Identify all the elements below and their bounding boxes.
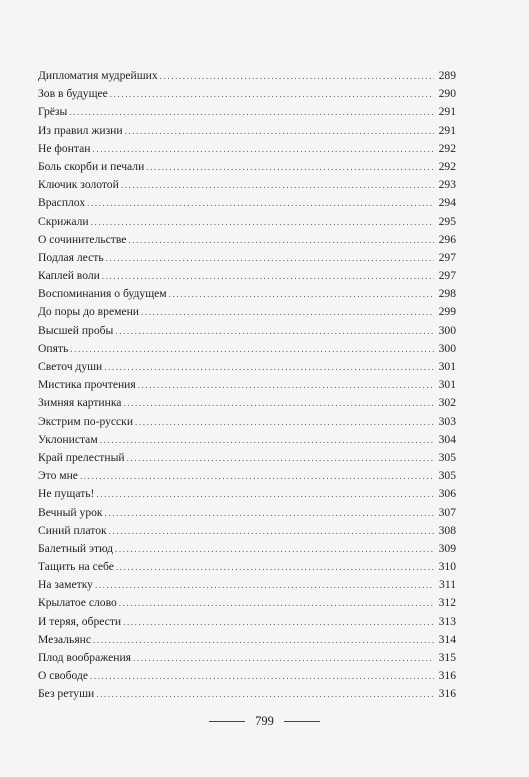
toc-entry-title: Не пущать! (38, 487, 95, 501)
toc-entry-title: Тащить на себе (38, 560, 114, 574)
toc-entry (38, 285, 456, 303)
table-of-contents (38, 67, 456, 704)
toc-entry-page: 294 (438, 196, 456, 210)
toc-dot-leader (90, 667, 434, 685)
toc-dot-leader (96, 485, 434, 503)
toc-dot-leader (80, 467, 434, 485)
toc-entry-page: 314 (438, 632, 456, 646)
toc-entry (38, 322, 456, 340)
toc-dot-leader (104, 358, 434, 376)
toc-entry (38, 631, 456, 649)
toc-entry-page: 301 (438, 360, 456, 373)
folio-left-rule (209, 721, 245, 722)
toc-entry (38, 558, 456, 576)
toc-entry (38, 576, 456, 594)
toc-entry-page: 305 (438, 469, 456, 483)
toc-entry (38, 667, 456, 685)
toc-dot-leader (123, 394, 434, 412)
toc-entry-title: Из правил жизни (38, 123, 123, 137)
toc-entry-page: 310 (438, 560, 456, 574)
toc-entry-title: Это мне (38, 469, 78, 483)
toc-dot-leader (87, 194, 434, 212)
toc-entry-page: 290 (438, 87, 456, 101)
toc-entry-page: 307 (438, 505, 456, 519)
toc-entry (38, 522, 456, 540)
toc-entry-title: Без ретуши (38, 687, 95, 701)
toc-entry (38, 303, 456, 321)
page-footer (0, 711, 529, 731)
toc-entry (38, 67, 456, 85)
toc-entry-page: 296 (438, 232, 456, 246)
toc-dot-leader (119, 594, 434, 612)
toc-dot-leader (70, 340, 434, 358)
toc-entry (38, 613, 456, 631)
toc-entry-page: 292 (438, 159, 456, 173)
toc-dot-leader (125, 122, 434, 140)
toc-entry (38, 176, 456, 194)
toc-entry (38, 376, 456, 394)
toc-entry (38, 594, 456, 612)
toc-entry-page: 301 (438, 378, 456, 392)
toc-entry-title: Мезальянс (38, 632, 92, 646)
toc-entry (38, 431, 456, 449)
toc-entry-page: 289 (438, 69, 456, 82)
toc-dot-leader (127, 449, 434, 467)
toc-entry (38, 122, 456, 140)
toc-entry-title: И теряя, обрести (38, 614, 122, 628)
toc-entry-page: 306 (438, 487, 456, 501)
toc-dot-leader (121, 176, 434, 194)
toc-entry-title: О сочинительстве (38, 232, 127, 246)
toc-entry (38, 158, 456, 176)
toc-dot-leader (169, 285, 434, 303)
toc-entry-page: 293 (438, 178, 456, 192)
toc-entry-title: Зов в будущее (38, 87, 108, 101)
toc-entry-title: Светоч души (38, 360, 103, 373)
toc-entry-title: Высшей пробы (38, 323, 114, 337)
toc-entry-page: 303 (438, 414, 456, 428)
toc-entry-title: Ключик золотой (38, 178, 119, 192)
toc-entry-page: 292 (438, 141, 456, 155)
toc-entry-page: 304 (438, 432, 456, 446)
page-number: 799 (255, 713, 274, 728)
toc-entry-page: 302 (438, 396, 456, 410)
toc-entry-page: 313 (438, 614, 456, 628)
toc-dot-leader (96, 685, 434, 703)
toc-dot-leader (106, 249, 434, 267)
toc-entry-title: Мистика прочтения (38, 378, 136, 392)
toc-dot-leader (115, 322, 434, 340)
toc-entry-page: 291 (438, 105, 456, 119)
toc-entry-page: 316 (438, 669, 456, 683)
toc-entry (38, 231, 456, 249)
toc-entry-title: Плод воображения (38, 651, 131, 664)
toc-dot-leader (128, 231, 434, 249)
toc-entry (38, 85, 456, 103)
toc-dot-leader (105, 504, 434, 522)
toc-entry-title: Воспоминания о будущем (38, 287, 167, 301)
toc-entry (38, 140, 456, 158)
toc-entry-page: 299 (438, 305, 456, 319)
toc-entry-page: 315 (438, 651, 456, 664)
toc-entry-title: Зимняя картинка (38, 396, 122, 410)
toc-entry (38, 249, 456, 267)
toc-entry (38, 449, 456, 467)
toc-dot-leader (160, 67, 434, 85)
toc-entry-title: Опять (38, 341, 69, 355)
toc-dot-leader (100, 431, 434, 449)
toc-entry (38, 504, 456, 522)
toc-entry-title: Подлая лесть (38, 250, 104, 264)
toc-entry-title: Крылатое слово (38, 596, 117, 610)
toc-dot-leader (95, 576, 434, 594)
toc-entry (38, 103, 456, 121)
toc-entry-title: Скрижали (38, 214, 89, 228)
toc-entry-title: Дипломатия мудрейших (38, 69, 158, 82)
toc-entry (38, 213, 456, 231)
toc-dot-leader (93, 140, 435, 158)
toc-entry-page: 312 (438, 596, 456, 610)
toc-entry-page: 300 (438, 323, 456, 337)
toc-entry-page: 316 (438, 687, 456, 701)
toc-entry-page: 300 (438, 341, 456, 355)
toc-dot-leader (138, 376, 434, 394)
toc-entry (38, 467, 456, 485)
toc-entry-page: 297 (438, 269, 456, 283)
toc-dot-leader (93, 631, 434, 649)
toc-entry-title: До поры до времени (38, 305, 139, 319)
toc-entry-title: О свободе (38, 669, 89, 683)
toc-entry-title: Грёзы (38, 105, 68, 119)
toc-entry-page: 308 (438, 523, 456, 537)
toc-dot-leader (110, 85, 434, 103)
toc-entry (38, 649, 456, 667)
toc-dot-leader (141, 303, 434, 321)
toc-entry-page: 297 (438, 250, 456, 264)
toc-entry-page: 291 (438, 123, 456, 137)
toc-dot-leader (135, 413, 434, 431)
toc-dot-leader (133, 649, 434, 667)
toc-entry-title: Врасплох (38, 196, 86, 210)
toc-dot-leader (116, 558, 434, 576)
toc-entry-title: Уклонистам (38, 432, 98, 446)
toc-dot-leader (69, 103, 434, 121)
toc-entry-page: 309 (438, 541, 456, 555)
toc-entry-title: Вечный урок (38, 505, 103, 519)
toc-entry-title: Балетный этюд (38, 541, 114, 555)
toc-entry (38, 194, 456, 212)
toc-dot-leader (123, 613, 434, 631)
toc-entry-page: 295 (438, 214, 456, 228)
toc-entry (38, 540, 456, 558)
toc-entry-title: Край прелестный (38, 450, 125, 464)
toc-entry-page: 298 (438, 287, 456, 301)
toc-dot-leader (115, 540, 434, 558)
toc-dot-leader (91, 213, 434, 231)
toc-entry (38, 685, 456, 703)
toc-entry-title: Синий платок (38, 523, 107, 537)
toc-dot-leader (146, 158, 434, 176)
toc-entry-title: Экстрим по-русски (38, 414, 134, 428)
toc-entry-title: Не фонтан (38, 141, 91, 155)
toc-entry (38, 394, 456, 412)
toc-entry (38, 485, 456, 503)
toc-entry-title: На заметку (38, 578, 93, 592)
folio-right-rule (284, 721, 320, 722)
toc-entry (38, 340, 456, 358)
toc-entry-title: Боль скорби и печали (38, 159, 145, 173)
toc-entry-title: Каплей воли (38, 269, 100, 283)
toc-entry-page: 305 (438, 450, 456, 464)
toc-entry (38, 358, 456, 376)
toc-entry (38, 413, 456, 431)
toc-dot-leader (109, 522, 434, 540)
toc-entry-page: 311 (439, 578, 456, 592)
toc-entry (38, 267, 456, 285)
toc-dot-leader (102, 267, 434, 285)
